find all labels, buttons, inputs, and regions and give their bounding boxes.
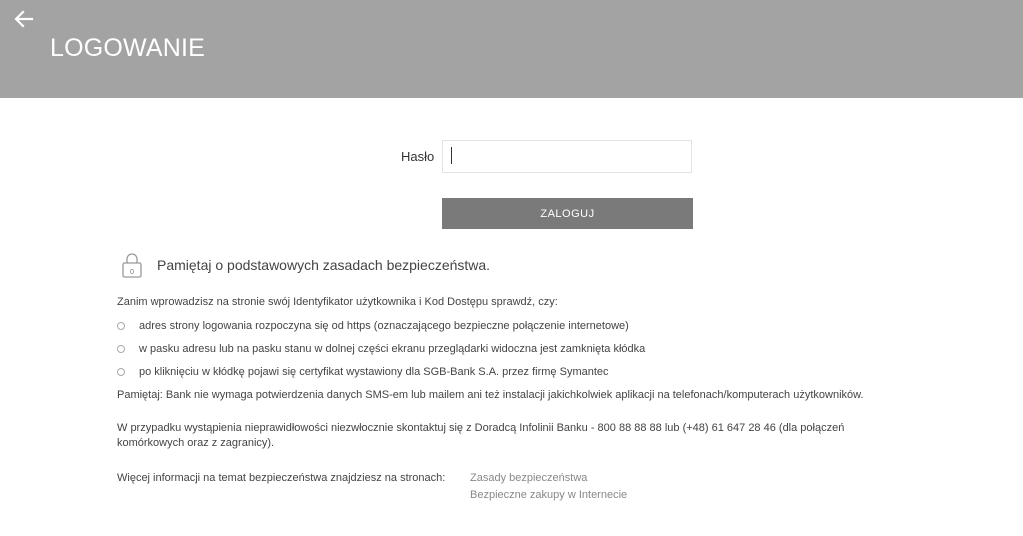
bullet-circle-icon	[117, 322, 125, 330]
more-info-label: Więcej informacji na temat bezpieczeństwa znajdziesz na stronach:	[117, 472, 446, 484]
link-safe-shopping[interactable]: Bezpieczne zakupy w Internecie	[470, 489, 628, 501]
password-label: Hasło	[401, 149, 435, 164]
contact-info: W przypadku wystąpienia nieprawidłowości niezwłocznie skontaktuj się z Doradcą Infolinii Banku - 800 88 88 88 lub (+48) 61 647 28 46 (dla połączeń komórkowych oraz z zagranicy).	[117, 422, 845, 449]
security-reminder: Pamiętaj: Bank nie wymaga potwierdzenia danych SMS-em lub mailem ani też instalacji jakichkolwiek aplikacji na telefonach/komputerach użytkowników.	[117, 389, 864, 401]
security-heading: Pamiętaj o podstawowych zasadach bezpieczeństwa.	[157, 257, 491, 273]
security-intro: Zanim wprowadzisz na stronie swój Identyfikator użytkownika i Kod Dostępu sprawdź, czy:	[117, 296, 558, 308]
password-input[interactable]	[442, 140, 692, 173]
bullet-circle-icon	[117, 368, 125, 376]
text-cursor	[451, 147, 452, 164]
link-security-rules[interactable]: Zasady bezpieczeństwa	[470, 472, 588, 484]
back-arrow-icon[interactable]	[13, 8, 35, 30]
svg-text:0: 0	[130, 269, 134, 276]
header-bar	[0, 0, 1023, 98]
bullet-circle-icon	[117, 345, 125, 353]
login-button[interactable]: ZALOGUJ	[442, 198, 693, 229]
page-title: LOGOWANIE	[50, 34, 206, 62]
lock-icon	[120, 251, 144, 278]
